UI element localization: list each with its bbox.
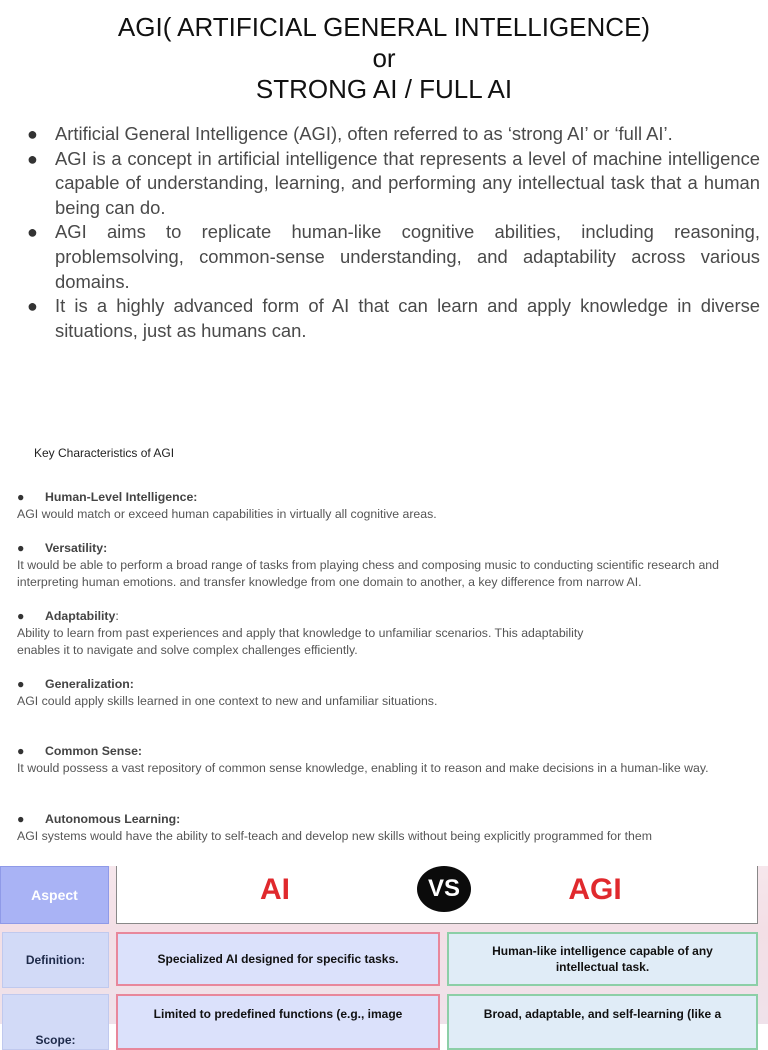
vs-badge-icon: VS	[417, 866, 471, 912]
bullet-icon: ●	[17, 541, 25, 555]
agi-scope-cell: Broad, adaptable, and self-learning (like a	[447, 994, 758, 1050]
bullet-icon: ●	[27, 124, 38, 144]
bullet-text: AGI is a concept in artificial intelligence that represents a level of machine intelligence capable of understanding, learning, and performing any intellectual task that a human being can do.	[55, 147, 760, 218]
ai-definition-cell: Specialized AI designed for specific tasks.	[116, 932, 440, 986]
section-heading: Key Characteristics of AGI	[34, 446, 175, 460]
bullet-icon: ●	[17, 677, 25, 691]
bullet-icon: ●	[27, 296, 38, 317]
title-line-1: AGI( ARTIFICIAL GENERAL INTELLIGENCE)	[117, 12, 651, 42]
ai-vs-agi-comparison-image	[0, 866, 768, 1047]
characteristic-item	[17, 811, 762, 845]
aspect-header: Aspect	[0, 866, 109, 924]
list-item	[26, 294, 760, 343]
bullet-icon: ●	[17, 609, 25, 623]
characteristic-text: Ability to learn from past experiences and apply that knowledge to unfamiliar scenarios. This adaptability	[17, 626, 584, 640]
characteristic-item	[17, 489, 762, 523]
agi-header-label: AGI	[568, 873, 622, 906]
characteristic-title: ● Common Sense:	[17, 744, 143, 758]
page-title	[0, 12, 768, 105]
title-line-2: or	[372, 43, 396, 73]
bullet-icon: ●	[27, 222, 38, 243]
list-item	[26, 147, 760, 221]
characteristic-title: ● Autonomous Learning:	[17, 812, 181, 826]
bullet-icon: ●	[17, 490, 25, 504]
title-line-3: STRONG AI / FULL AI	[255, 74, 513, 104]
ai-scope-cell: Limited to predefined functions (e.g., image	[116, 994, 440, 1050]
characteristic-text: AGI systems would have the ability to self-teach and develop new skills without being explicitly programmed for them	[17, 829, 652, 843]
characteristic-text: It would be able to perform a broad range of tasks from playing chess and composing music to conducting scientific research and interpreting human emotions. and transfer knowledge from one domain to another, a key difference from narrow AI.	[17, 558, 719, 589]
characteristic-title: ● Versatility:	[17, 541, 108, 555]
characteristic-item	[17, 540, 762, 591]
characteristic-text-continued: enables it to navigate and solve complex challenges efficiently.	[17, 643, 358, 657]
bullet-text: AGI aims to replicate human-like cognitive abilities, including reasoning, problemsolving, common-sense understanding, and adaptability across various domains.	[55, 221, 760, 292]
characteristic-item	[17, 608, 762, 659]
characteristic-text: AGI could apply skills learned in one context to new and unfamiliar situations.	[17, 694, 438, 708]
characteristic-item	[17, 743, 762, 777]
bullet-icon: ●	[27, 148, 38, 169]
bullet-icon: ●	[17, 744, 25, 758]
agi-definition-cell: Human-like intelligence capable of any intellectual task.	[447, 932, 758, 986]
bullet-text: Artificial General Intelligence (AGI), often referred to as ‘strong AI’ or ‘full AI’.	[55, 123, 673, 144]
intro-bullet-list	[26, 122, 760, 343]
characteristic-title: ● Generalization:	[17, 677, 134, 691]
characteristic-title: ● Adaptability:	[17, 609, 119, 623]
ai-header-label: AI	[260, 873, 290, 906]
list-item	[26, 122, 760, 147]
bullet-text: It is a highly advanced form of AI that can learn and apply knowledge in diverse situations, just as humans can.	[55, 295, 760, 341]
characteristic-text: It would possess a vast repository of common sense knowledge, enabling it to reason and make decisions in a human-like way.	[17, 761, 709, 775]
characteristic-item	[17, 676, 762, 710]
bullet-icon: ●	[17, 812, 25, 826]
row-label-definition: Definition:	[2, 932, 109, 988]
characteristic-title: ● Human-Level Intelligence:	[17, 490, 198, 504]
list-item	[26, 220, 760, 294]
characteristic-text: AGI would match or exceed human capabilities in virtually all cognitive areas.	[17, 507, 437, 521]
row-label-scope: Scope:	[2, 994, 109, 1050]
